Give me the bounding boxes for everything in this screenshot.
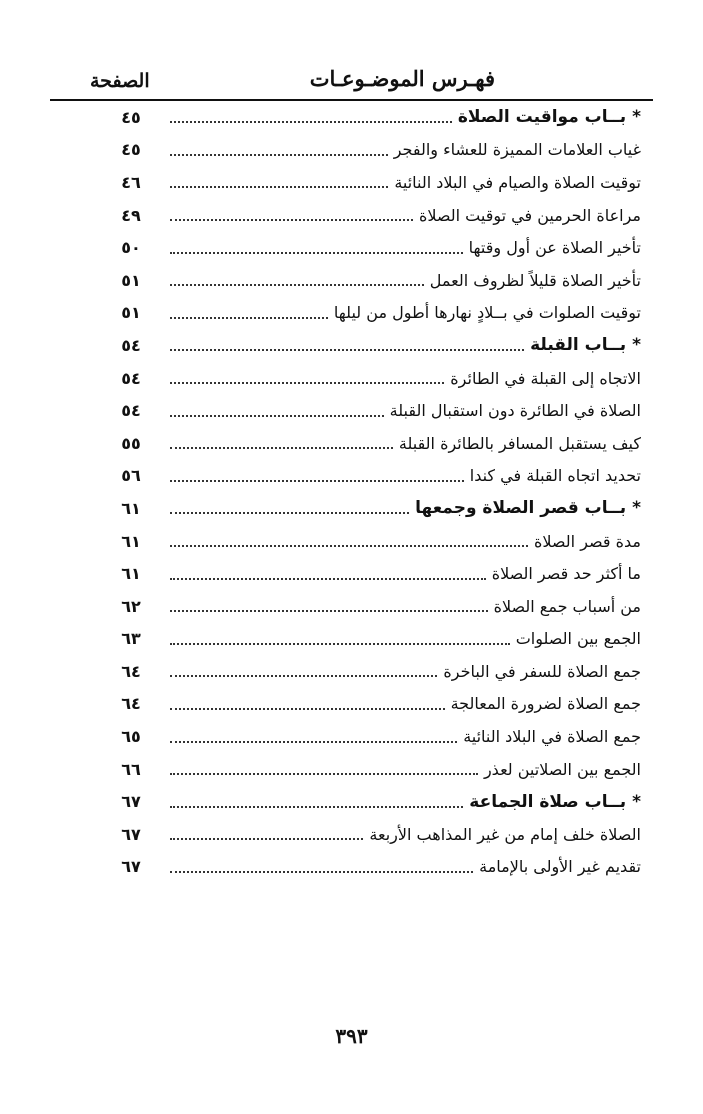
toc-entry-title [488, 597, 641, 616]
toc-section-row[interactable] [100, 101, 641, 134]
toc-entry-text: الصلاة في الطائرة دون استقبال القبلة [389, 401, 641, 421]
page-column-label: الصفحة [90, 70, 150, 92]
toc-section-row[interactable] [100, 492, 641, 525]
toc-page-number: ٦١ [121, 564, 141, 584]
toc-entry-title [444, 369, 641, 388]
toc-entry-text: غياب العلامات المميزة للعشاء والفجر [393, 140, 641, 160]
toc-header [52, 60, 655, 98]
toc-page-number: ٤٥ [121, 140, 141, 160]
toc-entry-row[interactable] [100, 362, 641, 395]
toc-page-number: ٦٧ [121, 857, 141, 877]
dot-leader [170, 773, 478, 775]
toc-entry-title [384, 401, 641, 420]
toc-entry-title [510, 629, 641, 648]
toc-entry-title [437, 662, 641, 681]
toc-page-number: ٥١ [121, 303, 141, 323]
toc-entry-title [457, 727, 641, 746]
toc-page-number: ٦٧ [121, 824, 141, 844]
toc-page-number: ٥٦ [121, 466, 141, 486]
toc-entry-text: من أسباب جمع الصلاة [493, 596, 641, 616]
toc-page-number: ٦٢ [121, 596, 141, 616]
dot-leader [170, 545, 528, 547]
dot-leader [170, 154, 388, 156]
dot-leader [170, 708, 445, 710]
toc-entry-text: ما أكثر حد قصر الصلاة [491, 564, 641, 584]
toc-entry-text: بــاب صلاة الجماعة [469, 791, 627, 812]
dot-leader [170, 284, 424, 286]
toc-page-number: ٥٤ [121, 368, 141, 388]
toc-page-number: ٤٦ [121, 172, 141, 192]
dot-leader [170, 675, 437, 677]
toc-entry-row[interactable] [100, 851, 641, 884]
toc-entry-row[interactable] [100, 590, 641, 623]
toc-entry-title [393, 434, 641, 453]
toc-page-number: ٦١ [121, 498, 141, 518]
toc-entry-title [463, 792, 641, 812]
toc-entry-row[interactable] [100, 688, 641, 721]
toc-entry-row[interactable] [100, 199, 641, 232]
toc-entry-row[interactable] [100, 655, 641, 688]
toc-entry-text: الجمع بين الصلوات [515, 629, 641, 649]
dot-leader [170, 447, 393, 449]
toc-page-number: ٦٤ [121, 694, 141, 714]
toc-entry-text: جمع الصلاة لضرورة المعالجة [450, 694, 641, 714]
toc-entry-text: الاتجاه إلى القبلة في الطائرة [450, 368, 641, 388]
toc-entry-title [473, 857, 641, 876]
dot-leader [170, 871, 473, 873]
toc-entry-title [464, 466, 641, 485]
dot-leader [170, 480, 464, 482]
toc-section-row[interactable] [100, 329, 641, 362]
toc-entry-title [328, 303, 641, 322]
toc-entry-title [413, 206, 641, 225]
toc-entry-row[interactable] [100, 818, 641, 851]
toc-entry-text: الجمع بين الصلاتين لعذر [483, 759, 641, 779]
toc-title: فهـرس الموضـوعـات [309, 66, 495, 91]
toc-entry-row[interactable] [100, 166, 641, 199]
toc-entry-text: بــاب قصر الصلاة وجمعها [415, 498, 627, 519]
toc-entry-row[interactable] [100, 264, 641, 297]
dot-leader [170, 806, 463, 808]
toc-entry-row[interactable] [100, 134, 641, 167]
toc-entry-title [388, 140, 641, 159]
toc-entry-title [528, 532, 641, 551]
toc-list [100, 101, 641, 883]
dot-leader [170, 186, 388, 188]
toc-page-number: ٤٥ [121, 107, 141, 127]
toc-page-number: ٦٦ [121, 759, 141, 779]
toc-entry-text: تأخير الصلاة عن أول وقتها [468, 238, 641, 258]
dot-leader [170, 121, 452, 123]
toc-entry-text: مدة قصر الصلاة [534, 531, 641, 551]
dot-leader [170, 415, 384, 417]
toc-entry-row[interactable] [100, 427, 641, 460]
toc-entry-title [388, 173, 641, 192]
toc-entry-row[interactable] [100, 753, 641, 786]
toc-entry-title [463, 238, 641, 257]
toc-entry-row[interactable] [100, 623, 641, 656]
toc-entry-row[interactable] [100, 297, 641, 330]
toc-entry-text: كيف يستقبل المسافر بالطائرة القبلة [398, 433, 641, 453]
toc-entry-text: بــاب القبلة [530, 335, 627, 356]
toc-entry-text: جمع الصلاة للسفر في الباخرة [443, 661, 641, 681]
toc-entry-row[interactable] [100, 525, 641, 558]
toc-entry-title [478, 760, 641, 779]
dot-leader [170, 512, 409, 514]
toc-entry-row[interactable] [100, 394, 641, 427]
toc-entry-row[interactable] [100, 720, 641, 753]
toc-page-number: ٥٤ [121, 401, 141, 421]
toc-page-number: ٦٧ [121, 792, 141, 812]
dot-leader [170, 741, 457, 743]
toc-entry-title [452, 107, 641, 127]
toc-entry-text: تأخير الصلاة قليلاً لظروف العمل [429, 270, 641, 290]
dot-leader [170, 252, 463, 254]
section-marker: * [632, 335, 641, 356]
toc-entry-text: تقديم غير الأولى بالإمامة [479, 857, 641, 877]
section-marker: * [632, 498, 641, 519]
dot-leader [170, 610, 488, 612]
toc-page-number: ٤٩ [121, 205, 141, 225]
toc-entry-text: الصلاة خلف إمام من غير المذاهب الأربعة [369, 824, 641, 844]
toc-page-number: ٥٠ [121, 238, 141, 258]
dot-leader [170, 643, 510, 645]
dot-leader [170, 382, 444, 384]
toc-entry-title [524, 335, 641, 355]
toc-entry-row[interactable] [100, 557, 641, 590]
toc-entry-row[interactable] [100, 231, 641, 264]
toc-entry-title [363, 825, 641, 844]
dot-leader [170, 838, 363, 840]
toc-page-number: ٥٥ [121, 433, 141, 453]
toc-entry-text: بــاب مواقيت الصلاة [457, 107, 627, 128]
dot-leader [170, 317, 328, 319]
toc-entry-title [409, 498, 641, 518]
toc-page-number: ٦٣ [121, 629, 141, 649]
toc-page-number: ٦٥ [121, 727, 141, 747]
toc-entry-title [486, 564, 641, 583]
dot-leader [170, 578, 486, 580]
section-marker: * [632, 791, 641, 812]
toc-entry-title [424, 271, 641, 290]
toc-entry-text: مراعاة الحرمين في توقيت الصلاة [418, 205, 641, 225]
toc-page-number: ٦٤ [121, 661, 141, 681]
toc-entry-text: توقيت الصلاة والصيام في البلاد النائية [394, 172, 641, 192]
toc-section-row[interactable] [100, 785, 641, 818]
page-number: ٣٩٣ [335, 1024, 368, 1048]
toc-entry-text: توقيت الصلوات في بــلادٍ نهارها أطول من ليلها [333, 303, 641, 323]
toc-entry-title [445, 694, 641, 713]
dot-leader [170, 219, 413, 221]
toc-page-number: ٦١ [121, 531, 141, 551]
toc-entry-row[interactable] [100, 460, 641, 493]
dot-leader [170, 349, 524, 351]
toc-entry-text: جمع الصلاة في البلاد النائية [463, 727, 641, 747]
toc-page-number: ٥٤ [121, 335, 141, 355]
toc-page-number: ٥١ [121, 270, 141, 290]
section-marker: * [632, 107, 641, 128]
toc-entry-text: تحديد اتجاه القبلة في كندا [469, 466, 641, 486]
